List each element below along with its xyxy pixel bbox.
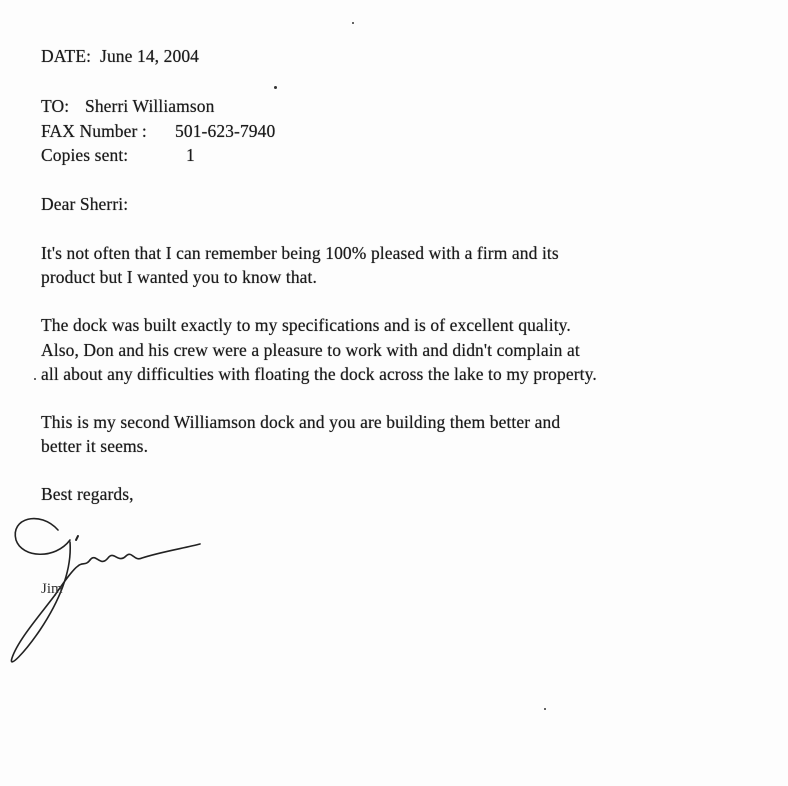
to-label: TO: bbox=[41, 96, 70, 116]
scan-speck bbox=[352, 22, 354, 24]
paragraph-1-line-2: product but I wanted you to know that. bbox=[41, 267, 317, 287]
to-value: Sherri Williamson bbox=[85, 96, 215, 116]
copies-label: Copies sent: bbox=[41, 145, 129, 165]
signer-name: Jim bbox=[41, 581, 63, 597]
fax-line bbox=[41, 121, 275, 142]
paragraph-2-line-2: Also, Don and his crew were a pleasure to work with and didn't complain at bbox=[41, 340, 580, 360]
fax-value: 501-623-7940 bbox=[175, 121, 276, 141]
to-line bbox=[41, 96, 214, 117]
scan-speck bbox=[544, 708, 546, 710]
paragraph-3-line-2: better it seems. bbox=[41, 436, 149, 456]
date-label: DATE: bbox=[41, 46, 92, 66]
date-value: June 14, 2004 bbox=[100, 46, 200, 66]
paragraph-2-line-3: all about any difficulties with floating the dock across the lake to my property. bbox=[41, 364, 597, 384]
paragraph-2-line-1: The dock was built exactly to my specifications and is of excellent quality. bbox=[41, 315, 571, 335]
fax-label: FAX Number : bbox=[41, 121, 147, 141]
paragraph-3-line-1: This is my second Williamson dock and you are building them better and bbox=[41, 412, 561, 432]
copies-line bbox=[41, 145, 195, 166]
scan-speck bbox=[34, 378, 36, 380]
date-line bbox=[41, 46, 199, 67]
closing: Best regards, bbox=[41, 484, 134, 504]
paragraph-1-line-1: It's not often that I can remember being 100% pleased with a firm and its bbox=[41, 243, 559, 263]
salutation: Dear Sherri: bbox=[41, 194, 129, 214]
scan-speck bbox=[274, 86, 277, 89]
handwritten-signature bbox=[0, 500, 210, 680]
copies-value: 1 bbox=[186, 145, 195, 165]
